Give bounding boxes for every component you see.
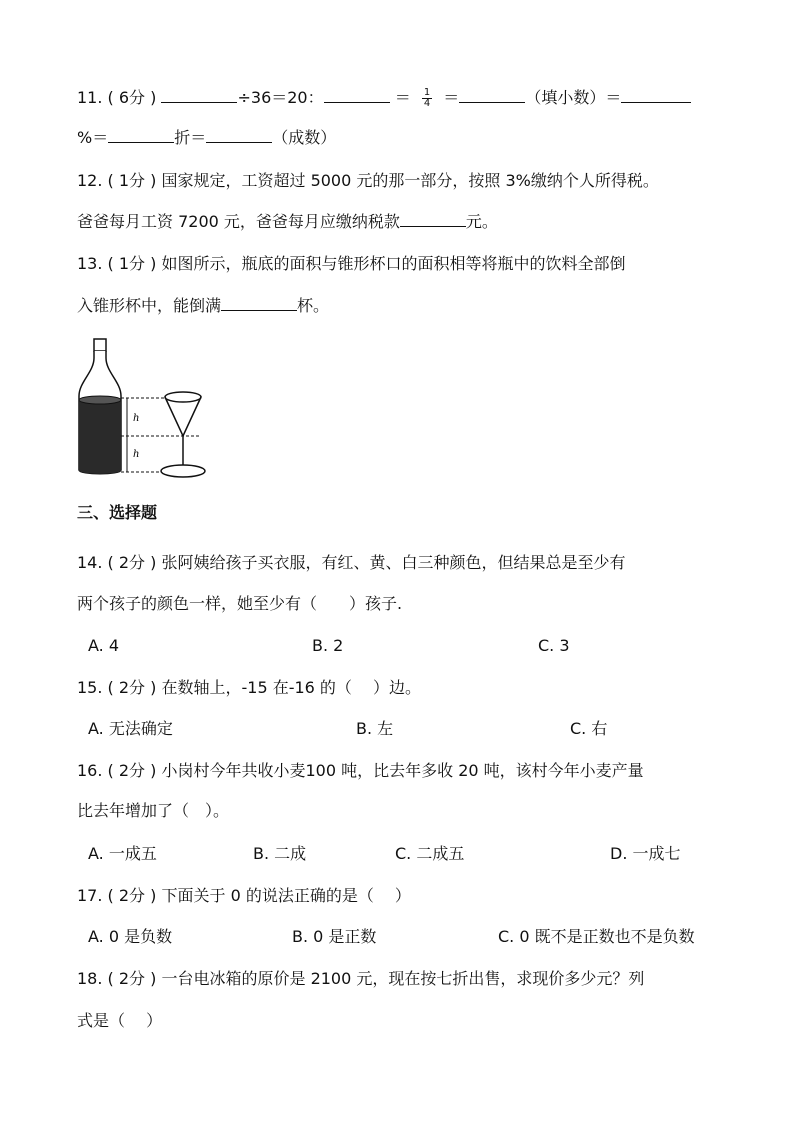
q17-option-c[interactable]: C. 0 既不是正数也不是负数 xyxy=(498,927,695,946)
q11-line1 xyxy=(77,86,691,109)
q17-text-1: 下面关于 0 的说法正确的是（ ） xyxy=(161,886,411,905)
q11-equals-1: ＝ xyxy=(394,88,411,107)
q17-line1 xyxy=(77,885,411,907)
q13-text-3: 杯。 xyxy=(297,296,330,315)
q11-percent: %＝ xyxy=(77,128,109,147)
q12-score: ( 1分 ) xyxy=(107,171,157,190)
q11-frac-denominator: 4 xyxy=(423,98,431,109)
q15-text-1: 在数轴上，-15 在-16 的（ ）边。 xyxy=(161,678,422,697)
q14-number: 14. xyxy=(77,553,103,572)
q18-line1 xyxy=(77,968,644,990)
q11-equals-2: ＝ xyxy=(443,88,460,107)
q11-text-part1: ÷36＝20： xyxy=(237,88,324,107)
q18-text-1: 一台电冰箱的原价是 2100 元，现在按七折出售，求现价多少元？列 xyxy=(161,969,645,988)
q18-line2: 式是（ ） xyxy=(77,1011,163,1030)
q11-score: ( 6分 ) xyxy=(107,88,157,107)
q13-blank[interactable] xyxy=(221,294,297,311)
q11-blank-1[interactable] xyxy=(161,86,237,103)
q12-line2 xyxy=(77,210,498,233)
q17-option-a[interactable]: A. 0 是负数 xyxy=(88,927,173,946)
bottle-cone-figure xyxy=(75,338,215,484)
q13-text-1: 如图所示，瓶底的面积与锥形杯口的面积相等将瓶中的饮料全部倒 xyxy=(161,254,626,273)
q13-line1 xyxy=(77,253,626,275)
q13-text-2: 入锥形杯中，能倒满 xyxy=(77,296,222,315)
q14-line1 xyxy=(77,552,626,574)
q16-option-b[interactable]: B. 二成 xyxy=(253,844,307,863)
glass-base-shape xyxy=(161,465,205,477)
glass-cone-shape xyxy=(165,397,201,436)
q12-number: 12. xyxy=(77,171,103,190)
q11-discount: 折＝ xyxy=(174,128,207,147)
q18-number: 18. xyxy=(77,969,103,988)
q12-text-3: 元。 xyxy=(465,212,498,231)
q14-line2: 两个孩子的颜色一样，她至少有（ ）孩子. xyxy=(77,594,403,613)
q16-option-a[interactable]: A. 一成五 xyxy=(88,844,157,863)
q17-number: 17. xyxy=(77,886,103,905)
bottle-cone-illustration xyxy=(75,338,215,480)
q11-number: 11. xyxy=(77,88,103,107)
q16-line1 xyxy=(77,760,644,782)
q14-text-1: 张阿姨给孩子买衣服，有红、黄、白三种颜色，但结果总是至少有 xyxy=(161,553,626,572)
q18-score: ( 2分 ) xyxy=(107,969,157,988)
glass-rim-shape xyxy=(165,392,201,402)
q14-option-c[interactable]: C. 3 xyxy=(538,636,570,655)
bottle-liquid-shape xyxy=(79,400,121,474)
q13-score: ( 1分 ) xyxy=(107,254,157,273)
q11-blank-5[interactable] xyxy=(108,126,174,143)
q13-number: 13. xyxy=(77,254,103,273)
q11-line2 xyxy=(77,126,336,149)
q17-score: ( 2分 ) xyxy=(107,886,157,905)
q15-line1 xyxy=(77,677,421,699)
q16-option-c[interactable]: C. 二成五 xyxy=(395,844,465,863)
q11-frac-numerator: 1 xyxy=(423,87,431,98)
q12-line1 xyxy=(77,170,659,192)
q14-option-a[interactable]: A. 4 xyxy=(88,636,120,655)
liquid-surface-shape xyxy=(79,396,121,404)
q11-blank-6[interactable] xyxy=(206,126,272,143)
q11-fraction xyxy=(422,88,432,109)
q15-option-c[interactable]: C. 右 xyxy=(570,719,608,738)
q16-score: ( 2分 ) xyxy=(107,761,157,780)
q11-note-chengshu: （成数） xyxy=(272,128,337,147)
q16-line2: 比去年增加了（ ）。 xyxy=(77,801,230,820)
q13-line2 xyxy=(77,294,329,317)
q14-option-b[interactable]: B. 2 xyxy=(312,636,344,655)
q11-blank-2[interactable] xyxy=(324,86,390,103)
section-title: 三、选择题 xyxy=(77,503,158,522)
q16-number: 16. xyxy=(77,761,103,780)
q12-text-2: 爸爸每月工资 7200 元，爸爸每月应缴纳税款 xyxy=(77,212,400,231)
height-label-1: h xyxy=(133,413,140,424)
q15-option-a[interactable]: A. 无法确定 xyxy=(88,719,173,738)
q15-score: ( 2分 ) xyxy=(107,678,157,697)
q11-blank-3[interactable] xyxy=(459,86,525,103)
q15-number: 15. xyxy=(77,678,103,697)
q16-text-1: 小岗村今年共收小麦100 吨，比去年多收 20 吨，该村今年小麦产量 xyxy=(161,761,644,780)
q12-blank[interactable] xyxy=(400,210,466,227)
bottle-cap-shape xyxy=(94,339,106,351)
q11-blank-4[interactable] xyxy=(621,86,691,103)
q17-option-b[interactable]: B. 0 是正数 xyxy=(292,927,377,946)
q14-score: ( 2分 ) xyxy=(107,553,157,572)
q16-option-d[interactable]: D. 一成七 xyxy=(610,844,681,863)
q12-text-1: 国家规定，工资超过 5000 元的那一部分，按照 3%缴纳个人所得税。 xyxy=(161,171,659,190)
q15-option-b[interactable]: B. 左 xyxy=(356,719,394,738)
q11-note-decimal: （填小数）＝ xyxy=(525,88,622,107)
height-label-2: h xyxy=(133,449,140,460)
